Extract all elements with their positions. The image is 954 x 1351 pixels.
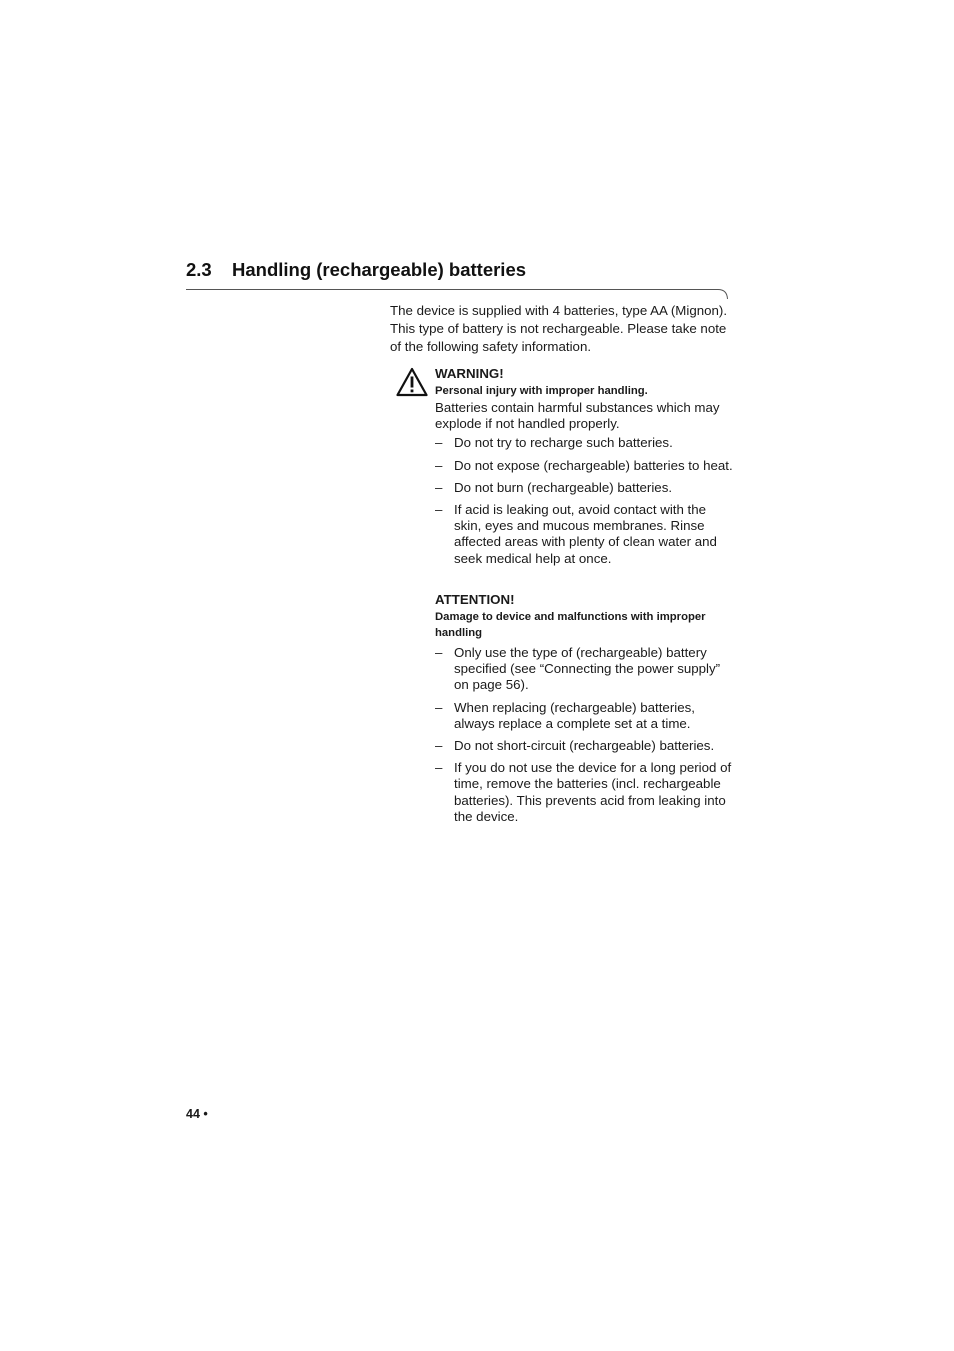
dash-bullet: – [435,502,443,518]
list-item [435,738,733,754]
dash-bullet: – [435,435,443,451]
warning-subtitle: Personal injury with improper handling. [435,385,648,397]
section-rule [186,289,728,301]
attention-title: ATTENTION! [435,592,515,607]
warning-list [435,435,733,566]
list-item-text: When replacing (rechargeable) batteries, always replace a complete set at a time. [454,699,695,731]
warning-notice [435,366,733,573]
section-title: Handling (rechargeable) batteries [232,259,527,280]
section-number: 2.3 [186,259,212,280]
attention-list [435,645,733,825]
warning-triangle-icon [396,367,428,397]
warning-text: Batteries contain harmful substances which may explode if not handled properly. [435,400,720,432]
list-item [435,760,733,825]
list-item-text: Do not short-circuit (rechargeable) batteries. [454,738,715,754]
dash-bullet: – [435,457,443,473]
dash-bullet: – [435,760,443,776]
dash-bullet: – [435,738,443,754]
list-item [435,502,733,567]
list-item-text: Do not burn (rechargeable) batteries. [454,479,673,495]
list-item [435,480,733,496]
dash-bullet: – [435,645,443,660]
list-item-text: Do not expose (rechargeable) batteries to heat. [454,457,733,473]
intro-paragraph: The device is supplied with 4 batteries, type AA (Mignon). This type of battery is not rechargeable. Please take note of the following safety information. [390,303,728,355]
page-number: 44 • [186,1107,208,1121]
attention-notice [435,592,733,831]
list-item-text: If acid is leaking out, avoid contact with the skin, eyes and mucous membranes. Rinse affected areas with plenty of clean water and seek medical help at once. [454,502,717,566]
list-item-text: If you do not use the device for a long period of time, remove the batteries (incl. rechargeable batteries). This prevents acid from leaking into the device. [454,760,732,824]
list-item-text: Do not try to recharge such batteries. [454,435,673,451]
dash-bullet: – [435,699,443,715]
attention-subtitle: Damage to device and malfunctions with improper handling [435,611,706,639]
warning-title: WARNING! [435,366,504,381]
list-item [435,645,733,694]
list-item [435,458,733,474]
dash-bullet: – [435,479,443,495]
list-item [435,435,733,451]
section-heading [186,259,526,281]
list-item-text: Only use the type of (rechargeable) battery specified (see “Connecting the power supply” on page 56). [454,645,721,693]
list-item [435,700,733,732]
